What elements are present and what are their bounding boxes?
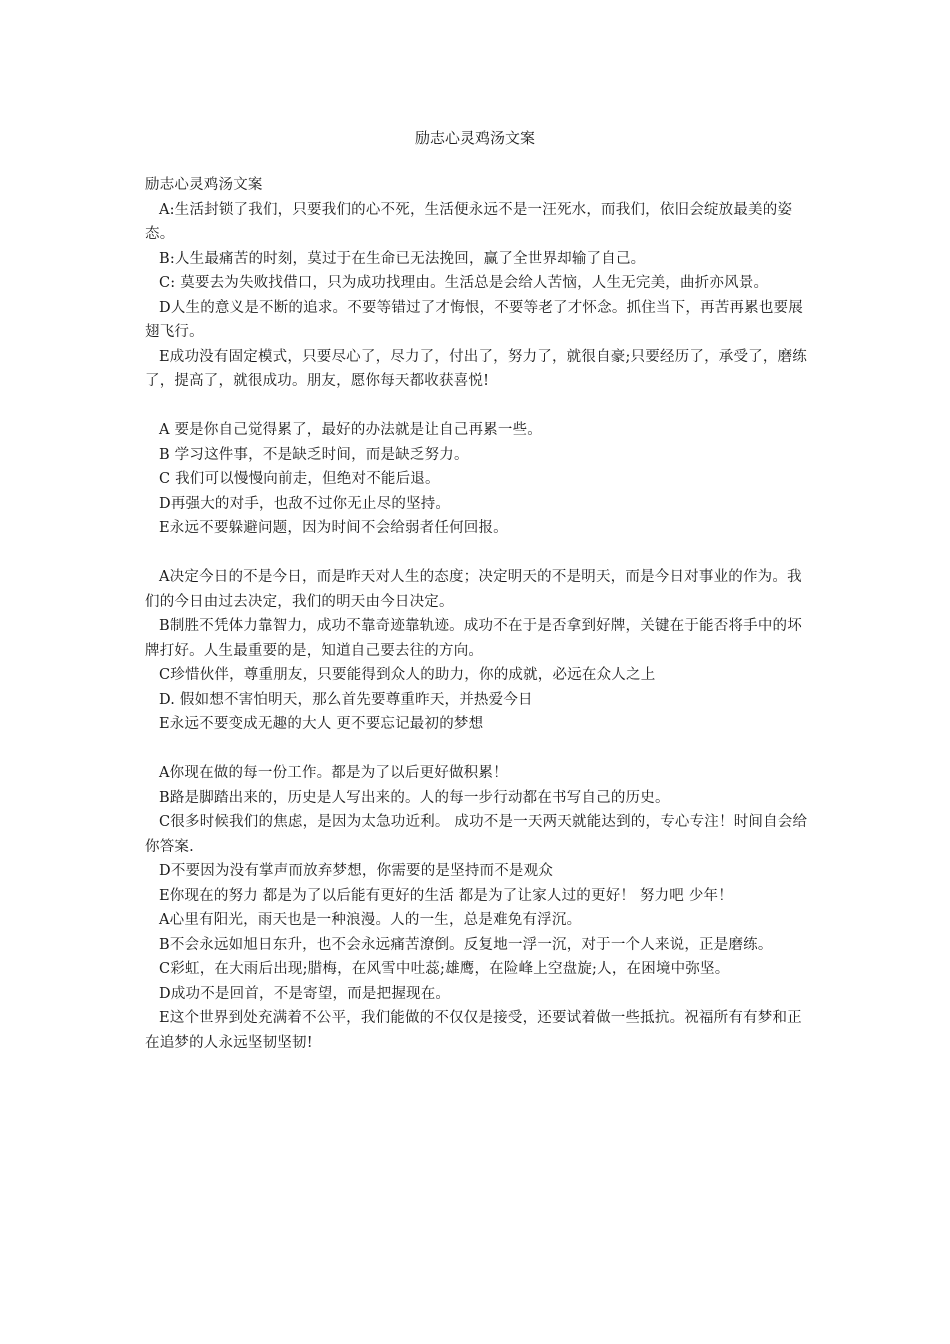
paragraph: B 学习这件事，不是缺乏时间，而是缺乏努力。 xyxy=(159,446,469,463)
document-body xyxy=(145,173,810,1055)
blank-line xyxy=(145,737,810,762)
document-title: 励志心灵鸡汤文案 xyxy=(414,129,535,147)
paragraph: E你现在的努力 都是为了以后能有更好的生活 都是为了让家人过的更好！ 努力吧 少年！ xyxy=(159,887,733,904)
paragraph: A:生活封锁了我们，只要我们的心不死，生活便永远不是一汪死水，而我们，依旧会绽放最美的姿态。 xyxy=(145,201,793,242)
blank-line xyxy=(145,394,810,419)
document-subtitle: 励志心灵鸡汤文案 xyxy=(145,177,263,193)
paragraph: D人生的意义是不断的追求。不要等错过了才悔恨，不要等老了才怀念。抓住当下，再苦再累也要展翅飞行。 xyxy=(145,299,803,340)
paragraph: D. 假如想不害怕明天，那么首先要尊重昨天，并热爱今日 xyxy=(159,691,533,708)
paragraph: E永远不要变成无趣的大人 更不要忘记最初的梦想 xyxy=(159,716,484,732)
paragraph: C彩虹，在大雨后出现;腊梅，在风雪中吐蕊;雄鹰，在险峰上空盘旋;人，在困境中弥坚。 xyxy=(159,961,730,977)
paragraph: A 要是你自己觉得累了，最好的办法就是让自己再累一些。 xyxy=(159,422,542,438)
blank-line xyxy=(145,541,810,566)
paragraph: E永远不要躲避问题，因为时间不会给弱者任何回报。 xyxy=(159,520,508,536)
paragraph: B:人生最痛苦的时刻，莫过于在生命已无法挽回，赢了全世界却输了自己。 xyxy=(159,250,646,267)
paragraph-groups xyxy=(145,198,810,1056)
paragraph: A你现在做的每一份工作。都是为了以后更好做积累！ xyxy=(159,765,508,781)
paragraph: E这个世界到处充满着不公平，我们能做的不仅仅是接受，还要试着做一些抵抗。祝福所有有梦和正在追梦的人永远坚韧坚韧! xyxy=(145,1010,802,1051)
paragraph: B不会永远如旭日东升，也不会永远痛苦潦倒。反复地一浮一沉，对于一个人来说，正是磨练。 xyxy=(159,936,773,953)
paragraph: B路是脚踏出来的，历史是人写出来的。人的每一步行动都在书写自己的历史。 xyxy=(159,789,670,806)
paragraph: B制胜不凭体力靠智力，成功不靠奇迹靠轨迹。成功不在于是否拿到好牌，关键在于能否将手中的坏牌打好。人生最重要的是，知道自己要去往的方向。 xyxy=(145,618,802,659)
paragraph: C: 莫要去为失败找借口，只为成功找理由。生活总是会给人苦恼，人生无完美，曲折亦风景。 xyxy=(159,275,769,291)
paragraph: D成功不是回首，不是寄望，而是把握现在。 xyxy=(159,985,451,1002)
paragraph: D不要因为没有掌声而放弃梦想，你需要的是坚持而不是观众 xyxy=(159,863,554,879)
paragraph: A心里有阳光，雨天也是一种浪漫。人的一生，总是难免有浮沉。 xyxy=(159,912,582,928)
paragraph: D再强大的对手，也敌不过你无止尽的坚持。 xyxy=(159,495,451,512)
paragraph: E成功没有固定模式，只要尽心了，尽力了，付出了，努力了，就很自豪;只要经历了，承受了，磨练了，提高了，就很成功。朋友，愿你每天都收获喜悦! xyxy=(145,348,807,389)
paragraph: C很多时候我们的焦虑，是因为太急功近利。 成功不是一天两天就能达到的，专心专注！时间自会给你答案. xyxy=(145,814,808,855)
paragraph: C 我们可以慢慢向前走，但绝对不能后退。 xyxy=(159,471,440,487)
paragraph: A决定今日的不是今日，而是昨天对人生的态度；决定明天的不是明天，而是今日对事业的作为。我们的今日由过去决定，我们的明天由今日决定。 xyxy=(145,569,802,610)
paragraph: C珍惜伙伴，尊重朋友，只要能得到众人的助力，你的成就，必远在众人之上 xyxy=(159,667,656,683)
